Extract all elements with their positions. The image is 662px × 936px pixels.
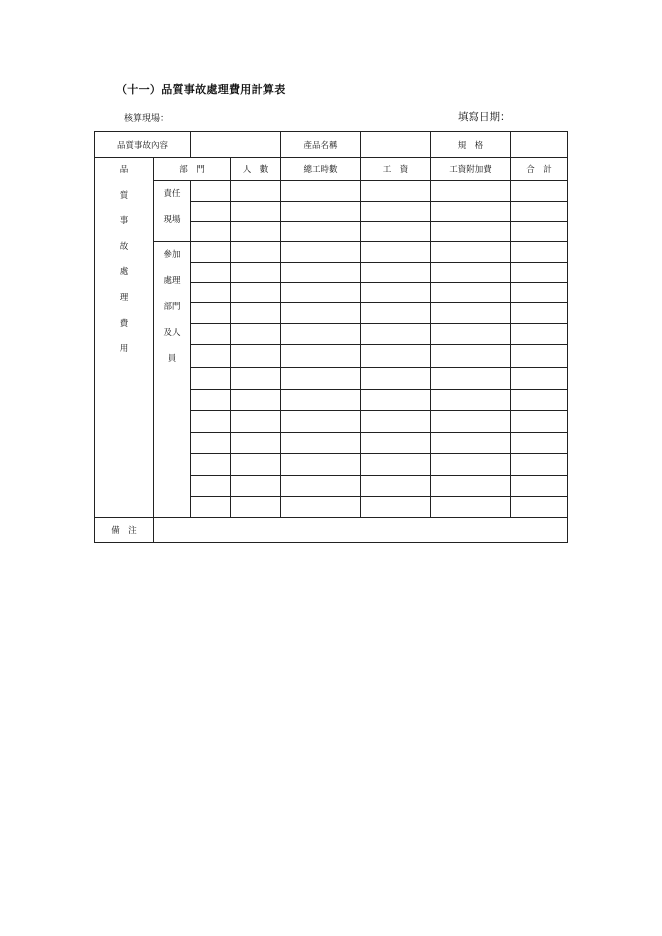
content-field[interactable] xyxy=(191,132,281,158)
cell-total[interactable] xyxy=(511,283,568,303)
cell-total[interactable] xyxy=(511,475,568,496)
cell-wage[interactable] xyxy=(361,496,431,517)
cell-headcount[interactable] xyxy=(231,410,281,432)
cell-department[interactable] xyxy=(191,242,231,263)
header-wage-surcharge: 工資附加費 xyxy=(431,158,511,181)
cell-department[interactable] xyxy=(191,389,231,410)
group-label-line: 員 xyxy=(167,354,177,365)
cell-total[interactable] xyxy=(511,242,568,263)
cell-headcount[interactable] xyxy=(231,181,281,202)
cell-department[interactable] xyxy=(191,181,231,202)
header-headcount: 人 數 xyxy=(231,158,281,181)
remarks-row xyxy=(95,517,568,542)
group-label-line: 責任 xyxy=(163,189,181,200)
cell-headcount[interactable] xyxy=(231,283,281,303)
side-label-char: 品 xyxy=(119,165,129,176)
cell-total[interactable] xyxy=(511,222,568,242)
cell-headcount[interactable] xyxy=(231,496,281,517)
cell-wage-surcharge[interactable] xyxy=(431,367,511,389)
cell-wage[interactable] xyxy=(361,242,431,263)
cell-total-hours[interactable] xyxy=(281,453,361,475)
cell-wage[interactable] xyxy=(361,303,431,324)
remarks-label: 備 注 xyxy=(95,517,154,542)
info-row xyxy=(95,132,568,158)
cell-total-hours[interactable] xyxy=(281,324,361,345)
header-total-hours: 總工時數 xyxy=(281,158,361,181)
cell-total[interactable] xyxy=(511,181,568,202)
cell-wage-surcharge[interactable] xyxy=(431,324,511,345)
product-name-field[interactable] xyxy=(361,132,431,158)
cell-wage[interactable] xyxy=(361,263,431,283)
cell-total[interactable] xyxy=(511,345,568,367)
cell-headcount[interactable] xyxy=(231,202,281,222)
cell-wage[interactable] xyxy=(361,345,431,367)
side-label-char: 質 xyxy=(119,190,129,201)
cell-wage-surcharge[interactable] xyxy=(431,263,511,283)
group-label-line: 部門 xyxy=(163,302,181,313)
cell-department[interactable] xyxy=(191,324,231,345)
cell-total-hours[interactable] xyxy=(281,432,361,453)
page-title: （十一）品質事故處理費用計算表 xyxy=(116,83,286,96)
cell-wage-surcharge[interactable] xyxy=(431,222,511,242)
cell-department[interactable] xyxy=(191,283,231,303)
cell-headcount[interactable] xyxy=(231,263,281,283)
cell-wage-surcharge[interactable] xyxy=(431,303,511,324)
cell-wage-surcharge[interactable] xyxy=(431,181,511,202)
cell-department[interactable] xyxy=(191,202,231,222)
cell-department[interactable] xyxy=(191,367,231,389)
cell-total-hours[interactable] xyxy=(281,181,361,202)
group-label-line: 參加 xyxy=(163,250,181,261)
cell-wage[interactable] xyxy=(361,389,431,410)
cell-total-hours[interactable] xyxy=(281,303,361,324)
side-label-quality-cost xyxy=(95,158,154,518)
cell-total-hours[interactable] xyxy=(281,389,361,410)
site-label: 核算現場： xyxy=(124,114,170,124)
cell-wage-surcharge[interactable] xyxy=(431,432,511,453)
cell-department[interactable] xyxy=(191,453,231,475)
cell-wage[interactable] xyxy=(361,432,431,453)
table-row xyxy=(95,242,568,263)
cell-wage-surcharge[interactable] xyxy=(431,453,511,475)
cell-total-hours[interactable] xyxy=(281,367,361,389)
group-label-line: 處理 xyxy=(163,276,181,287)
spec-field[interactable] xyxy=(511,132,568,158)
cell-wage-surcharge[interactable] xyxy=(431,202,511,222)
cell-headcount[interactable] xyxy=(231,432,281,453)
cell-headcount[interactable] xyxy=(231,389,281,410)
side-label-char: 故 xyxy=(119,241,129,252)
cell-wage-surcharge[interactable] xyxy=(431,242,511,263)
cell-wage-surcharge[interactable] xyxy=(431,345,511,367)
product-name-label: 產品名稱 xyxy=(281,132,361,158)
cell-total[interactable] xyxy=(511,303,568,324)
cell-wage[interactable] xyxy=(361,202,431,222)
cell-headcount[interactable] xyxy=(231,303,281,324)
cell-wage[interactable] xyxy=(361,324,431,345)
cell-department[interactable] xyxy=(191,496,231,517)
cell-total-hours[interactable] xyxy=(281,202,361,222)
cell-wage[interactable] xyxy=(361,453,431,475)
cell-total-hours[interactable] xyxy=(281,475,361,496)
cell-department[interactable] xyxy=(191,410,231,432)
cell-total[interactable] xyxy=(511,263,568,283)
cell-total-hours[interactable] xyxy=(281,242,361,263)
cost-form-table xyxy=(94,131,568,543)
cell-total-hours[interactable] xyxy=(281,345,361,367)
cell-total-hours[interactable] xyxy=(281,283,361,303)
table-row xyxy=(95,181,568,202)
cell-headcount[interactable] xyxy=(231,475,281,496)
cell-headcount[interactable] xyxy=(231,453,281,475)
header-wage: 工 資 xyxy=(361,158,431,181)
cell-total[interactable] xyxy=(511,202,568,222)
cell-wage-surcharge[interactable] xyxy=(431,475,511,496)
side-label-char: 用 xyxy=(119,344,129,355)
header-department: 部 門 xyxy=(154,158,231,181)
cell-total-hours[interactable] xyxy=(281,222,361,242)
side-label-char: 事 xyxy=(119,216,129,227)
cell-department[interactable] xyxy=(191,432,231,453)
cell-wage[interactable] xyxy=(361,475,431,496)
cell-wage[interactable] xyxy=(361,181,431,202)
cell-headcount[interactable] xyxy=(231,242,281,263)
cell-headcount[interactable] xyxy=(231,345,281,367)
cell-total[interactable] xyxy=(511,324,568,345)
spec-label: 規 格 xyxy=(431,132,511,158)
cell-total[interactable] xyxy=(511,389,568,410)
cell-wage-surcharge[interactable] xyxy=(431,389,511,410)
cell-total[interactable] xyxy=(511,453,568,475)
cell-total-hours[interactable] xyxy=(281,410,361,432)
cell-department[interactable] xyxy=(191,345,231,367)
group-label-participating-departments xyxy=(154,242,191,518)
side-label-char: 處 xyxy=(119,267,129,278)
cell-department[interactable] xyxy=(191,303,231,324)
remarks-field[interactable] xyxy=(154,517,568,542)
cell-headcount[interactable] xyxy=(231,324,281,345)
cell-total[interactable] xyxy=(511,496,568,517)
cell-headcount[interactable] xyxy=(231,367,281,389)
header-total: 合 計 xyxy=(511,158,568,181)
cell-wage[interactable] xyxy=(361,367,431,389)
cell-total[interactable] xyxy=(511,367,568,389)
cell-total-hours[interactable] xyxy=(281,496,361,517)
header-row xyxy=(95,158,568,181)
content-label: 品質事故內容 xyxy=(95,132,191,158)
cell-wage[interactable] xyxy=(361,283,431,303)
cell-total[interactable] xyxy=(511,432,568,453)
side-label-char: 費 xyxy=(119,318,129,329)
cell-department[interactable] xyxy=(191,263,231,283)
cell-wage-surcharge[interactable] xyxy=(431,496,511,517)
cell-department[interactable] xyxy=(191,475,231,496)
group-label-line: 及人 xyxy=(163,328,181,339)
cell-total[interactable] xyxy=(511,410,568,432)
side-label-char: 理 xyxy=(119,293,129,304)
cell-total-hours[interactable] xyxy=(281,263,361,283)
cell-wage-surcharge[interactable] xyxy=(431,410,511,432)
group-label-responsible-site xyxy=(154,181,191,242)
date-label: 填寫日期： xyxy=(458,111,511,123)
cell-wage[interactable] xyxy=(361,222,431,242)
cell-headcount[interactable] xyxy=(231,222,281,242)
cell-wage[interactable] xyxy=(361,410,431,432)
group-label-line: 現場 xyxy=(163,215,181,226)
cell-department[interactable] xyxy=(191,222,231,242)
cell-wage-surcharge[interactable] xyxy=(431,283,511,303)
